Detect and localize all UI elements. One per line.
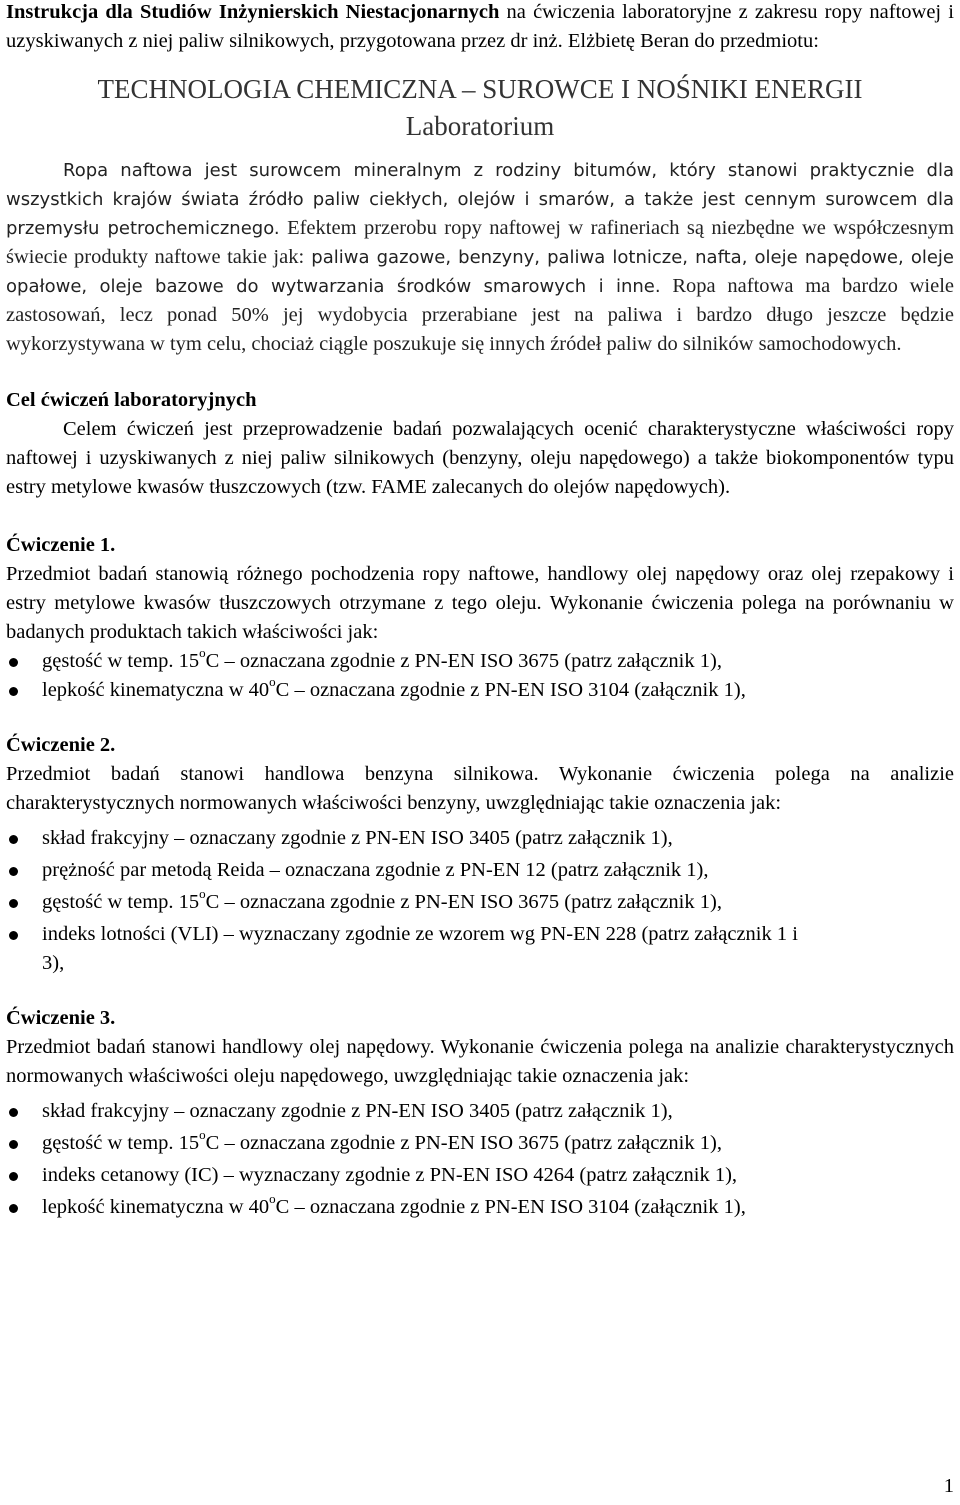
section-heading-ex2: Ćwiczenie 2. bbox=[6, 734, 116, 756]
p1-serif2: Ropa naftowa ma bardzo wiele zastosowań, lecz ponad 50% jej wydobycia przerabiane jest na paliwa i bardzo długo jeszcze będzie wykorzystywana w tym celu, chociaż ciągle poszukuje się innych źródeł paliw do silników samochodowych. bbox=[6, 275, 955, 355]
section-heading-goal: Cel ćwiczeń laboratoryjnych bbox=[6, 389, 257, 411]
list-item: lepkość kinematyczna w 40$^o$C – oznaczana zgodnie z PN-EN ISO 3104 (załącznik 1), bbox=[6, 1193, 954, 1222]
section-heading-ex3: Ćwiczenie 3. bbox=[6, 1007, 116, 1029]
list-item: lepkość kinematyczna w 40$^o$C – oznaczana zgodnie z PN-EN ISO 3104 (załącznik 1), bbox=[6, 676, 954, 705]
document-page bbox=[6, 0, 954, 1222]
list-item: gęstość w temp. 15$^o$C – oznaczana zgodnie z PN-EN ISO 3675 (patrz załącznik 1), bbox=[6, 647, 954, 676]
course-title: TECHNOLOGIA CHEMICZNA – SUROWCE I NOŚNIKI ENERGII bbox=[97, 74, 863, 104]
goal-text: Celem ćwiczeń jest przeprowadzenie badań pozwalających ocenić charakterystyczne właściwości ropy naftowej i uzyskiwanych z niej paliw silnikowych (benzyny, oleju napędowego) a także biokomponentów typu estry metylowe kwasów tłuszczowych (tzw. FAME zalecanych do olejów napędowych). bbox=[6, 418, 954, 498]
list-item: gęstość w temp. 15$^o$C – oznaczana zgodnie z PN-EN ISO 3675 (patrz załącznik 1), bbox=[6, 888, 954, 917]
section-heading-ex1: Ćwiczenie 1. bbox=[6, 534, 116, 556]
ex1-list bbox=[6, 647, 954, 705]
list-item: skład frakcyjny – oznaczany zgodnie z PN-EN ISO 3405 (patrz załącznik 1), bbox=[6, 1097, 954, 1126]
list-item: gęstość w temp. 15$^o$C – oznaczana zgodnie z PN-EN ISO 3675 (patrz załącznik 1), bbox=[6, 1129, 954, 1158]
list-item: indeks cetanowy (IC) – wyznaczany zgodnie z PN-EN ISO 4264 (patrz załącznik 1), bbox=[6, 1161, 954, 1190]
p1-sans: Ropa naftowa jest surowcem mineralnym z rodziny bitumów, który stanowi praktycznie dla wszystkich krajów świata źródło paliw ciekłych, olejów i smarów, a także jest cennym surowcem dla przemysłu petrochemicznego. bbox=[6, 160, 954, 239]
list-item: indeks lotności (VLI) – wyznaczany zgodnie ze wzorem wg PN-EN 228 (patrz załącznik 1 i 3), bbox=[6, 920, 954, 978]
page-number: 1 bbox=[943, 1475, 954, 1497]
ex2-text: Przedmiot badań stanowi handlowa benzyna silnikowa. Wykonanie ćwiczenia polega na analizie charakterystycznych normowanych właściwości benzyny, uwzględniając takie oznaczenia jak: bbox=[6, 763, 954, 814]
ex3-list bbox=[6, 1097, 954, 1222]
list-item: skład frakcyjny – oznaczany zgodnie z PN-EN ISO 3405 (patrz załącznik 1), bbox=[6, 824, 954, 853]
paragraph-intro bbox=[6, 156, 954, 359]
ex2-list bbox=[6, 824, 954, 978]
intro-rest: na ćwiczenia laboratoryjne z zakresu ropy naftowej i uzyskiwanych z niej paliw silnikowych, przygotowana przez dr inż. Elżbietę Beran do przedmiotu: bbox=[6, 1, 954, 52]
course-subtitle: Laboratorium bbox=[405, 111, 555, 141]
p1-serif1: Efektem przerobu ropy naftowej w rafineriach są niezbędne we współczesnym świecie produkty naftowe takie jak: bbox=[6, 217, 954, 268]
intro-bold: Instrukcja dla Studiów Inżynierskich Niestacjonarnych bbox=[6, 1, 500, 23]
ex3-text: Przedmiot badań stanowi handlowy olej napędowy. Wykonanie ćwiczenia polega na analizie charakterystycznych normowanych właściwości oleju napędowego, uwzględniając takie oznaczenia jak: bbox=[6, 1036, 954, 1087]
ex1-text: Przedmiot badań stanowią różnego pochodzenia ropy naftowe, handlowy olej napędowy oraz olej rzepakowy i estry metylowe kwasów tłuszczowych otrzymane z tego oleju. Wykonanie ćwiczenia polega na porównaniu w badanych produktach takich właściwości jak: bbox=[6, 563, 954, 643]
p1-sans2: paliwa gazowe, benzyny, paliwa lotnicze, nafta, oleje napędowe, oleje opałowe, oleje bazowe do wytwarzania środków smarowych i inne. bbox=[6, 247, 954, 297]
list-item: prężność par metodą Reida – oznaczana zgodnie z PN-EN 12 (patrz załącznik 1), bbox=[6, 856, 954, 885]
intro-text bbox=[6, 0, 954, 56]
